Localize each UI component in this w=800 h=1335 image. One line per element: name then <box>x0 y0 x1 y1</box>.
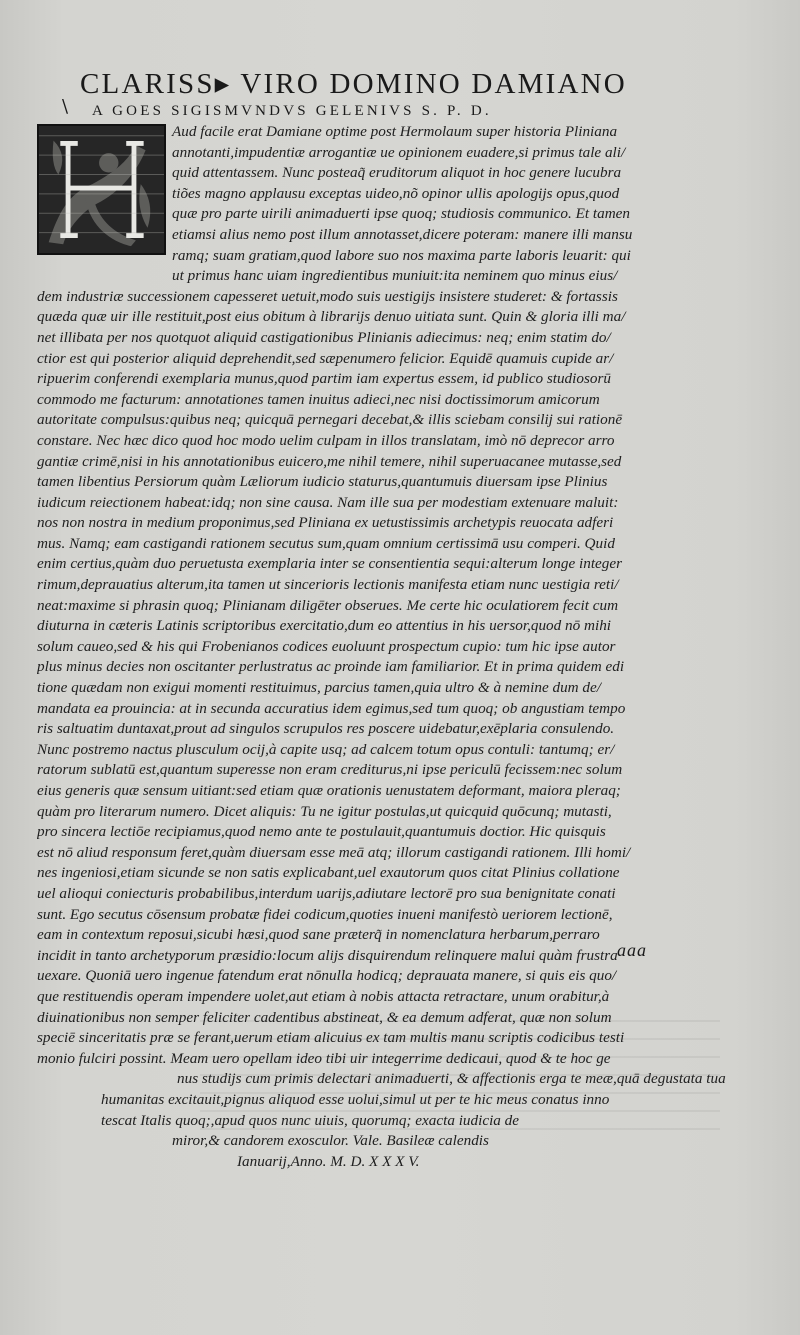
text-line: quàm pro literarum numero. Dicet aliquis: Tu ne igitur postulas,ut quicquid quōcunq; mutasti, <box>37 802 612 820</box>
text-line: Nunc postremo nactus plusculum ocij,à capite usq; ad calcem totum opus contuli: tantumq; er/ <box>37 740 615 758</box>
signature-mark: aaa <box>617 940 647 960</box>
text-line: ris saltuatim duntaxat,prout ad singulos scrupulos res poscere uidebatur,exēplaria consulendo. <box>37 720 615 738</box>
text-line: uel alioqui coniecturis probabilibus,interdum uarijs,adiutare lectorē pro sua benignitate conati <box>37 884 616 902</box>
text-line: est nō aliud responsum feret,quàm diuersam esse meā atq; illorum castigandi rationem. Illi homi/ <box>37 843 631 861</box>
text-line: que restituendis operam impendere uolet,aut etiam à nobis attacta retractare, unum orabitur,à <box>37 987 610 1005</box>
text-line: quæda quæ uir ille restituit,post eius obitum à librarijs denuo uitiata sunt. Quin & gloria illi ma/ <box>37 308 626 326</box>
closing-line: humanitas excitauit,pignus aliquod esse uolui,simul ut per te hic meus conatus inno <box>101 1090 610 1108</box>
closing-line: Ianuarij,Anno. M. D. X X X V. <box>237 1152 420 1170</box>
text-line: sunt. Ego secutus cōsensum probatæ fidei codicum,quoties inueni manifestò ueriorem lectionē, <box>37 905 613 923</box>
text-line: ramq; suam gratiam,quod labore suo nos maxima parte laboris leuarit: qui <box>172 246 631 264</box>
text-line: eam in contextum reposui,sicubi hæsi,quod sane præterq̃ in nomenclatura herbarum,perraro <box>37 926 600 944</box>
text-line: enim certius,quàm duo peruetusta exemplaria inter se consentientia sequi:alterum longe integer <box>37 555 623 573</box>
text-line: monio fulciri possint. Meam uero opellam ideo tibi uir integerrime dedicaui, quod & te hoc ge <box>37 1049 611 1067</box>
text-line: ratorum sublatū est,quantum superesse non eram crediturus,ni ipse periculū fecissem:nec solum <box>37 761 623 779</box>
closing-line: miror,& candorem exosculor. Vale. Basileæ calendis <box>172 1132 489 1150</box>
text-line: mandata ea prouincia: at in secunda accuratius idem egimus,sed tum quoq; ob angustiam tempo <box>37 699 626 717</box>
text-line: dem industriæ successionem capesseret uetuit,modo suis uestigijs insistere studeret: & fortassis <box>37 287 618 305</box>
text-line: quid attentassem. Nunc posteaq̃ eruditorum aliquot in hoc genere lucubra <box>172 164 622 182</box>
text-line: nes ingeniosi,etiam sicunde se non satis explicabant,uel exautorum quos citat Plinius collatione <box>37 864 620 882</box>
text-line: ut primus hanc uiam ingredientibus muniuit:ita neminem quo minus eius/ <box>172 267 618 285</box>
closing-line: tescat Italis quoq;,apud quos nunc uiuis, quorumq; exacta iudicia de <box>101 1111 520 1129</box>
text-line: autoritate compulsus:quibus neq; quicquā pernegari decebat,& illis sciebam consilij sui rationē <box>37 411 623 429</box>
text-line: tiões magno applausu exceptas uideo,nõ opinor ullis apologijs opus,quod <box>172 184 620 202</box>
text-line: commodo me facturum: annotationes tamen inuitus adieci,nec nisi doctissimorum amicorum <box>37 390 600 408</box>
text-line: pro sincera lectiōe recipiamus,quod nemo ante te postulauit,quantumuis doctior. Hic quisquis <box>37 823 606 841</box>
backslash-mark: \ <box>62 96 69 117</box>
text-line: Aud facile erat Damiane optime post Hermolaum super historia Pliniana <box>172 123 618 140</box>
text-line: tione quædam non exigui momenti restituimus, parcius tamen,quia ultro & à nemine dum de/ <box>37 679 601 697</box>
dedication-heading: CLARISS▸ VIRO DOMINO DAMIANO <box>80 68 627 100</box>
show-through <box>200 1020 720 1140</box>
text-line: neat:maxime si phrasin quoq; Plinianam diligēter obserues. Me certe hic oculatiorem fecit cum <box>37 596 619 614</box>
text-line: solum caueo,sed & his qui Frobenianos codices euoluunt prospectum cupio: tum hic ipse autor <box>37 637 616 655</box>
text-line: ctior est qui posterior aliquid deprehendit,sed sæpenumero felicior. Equidē quamuis cupide ar/ <box>37 349 614 367</box>
text-line: diuinationibus non semper feliciter cadentibus abstineat, & ea demum adferat, quæ non solum <box>37 1008 612 1026</box>
text-line: eius generis quæ sensum uitiant:sed etiam quæ orationis uenustatem deformant, maiora pleraq; <box>37 782 621 799</box>
text-line: rimum,deprauatius alterum,ita tamen ut sincerioris lectionis manifesta etiam nunc uestigia reti/ <box>37 576 619 594</box>
closing-line: nus studijs cum primis delectari animaduerti, & affectionis erga te meæ,quā degustata tua <box>177 1070 726 1088</box>
text-line: net illibata per nos quotquot aliquid castigationibus Plinianis adiecimus: neq; enim statim do/ <box>37 328 611 346</box>
text-line: iudicum reiectionem habeat:idq; non sine causa. Nam ille sua per modestiam extenuare maluit: <box>37 493 619 511</box>
text-line: speciē sinceritatis præ se ferant,uerum etiam alicuius ex tam multis manu scriptis codicibus testi <box>37 1029 625 1047</box>
dedication-subheading: A GOES SIGISMVNDVS GELENIVS S. P. D. <box>92 103 492 119</box>
text-line: uexare. Quoniā uero ingenue fatendum erat nōnulla hodicq; deprauata manere, si quis eis quo/ <box>37 967 617 985</box>
text-line: mus. Namq; eam castigandi rationem secutus sum,quam omnium certissimā usu comperi. Quid <box>37 534 615 552</box>
text-line: nos non nostra in medium proponimus,sed Pliniana ex uetustissimis archetypis reuocata adferi <box>37 514 614 532</box>
text-line: diuturna in cæteris Latinis scriptoribus exercitatio,dum eo attentius in his uersor,quod nō mihi <box>37 617 612 635</box>
text-line: quæ pro parte uirili animaduerti ipse quoq; studiosis communico. Et tamen <box>172 205 630 223</box>
text-line: plus minus decies non oscitanter perlustratus ac proinde iam familiarior. Et in prima quidem edi <box>37 658 625 676</box>
text-line: etiamsi alius nemo post illum annotasset,dicere poteram: manere illi mansu <box>172 225 633 243</box>
text-line: gantiæ crimē,nisi in his annotationibus euicero,me nihil temere, nihil superuacanee mutasse,sed <box>37 452 622 470</box>
text-line: constare. Nec hæc dico quod hoc modo uelim culpam in illos translatam, imò nō deprecor arro <box>37 431 615 449</box>
text-line: annotanti,impudentiæ arrogantiæ ue opinionem euadere,si primus tale ali/ <box>172 143 626 161</box>
text-line: tamen libentius Persiorum quàm Læliorum iudicio staturus,quantumuis diuersam ipse Plinius <box>37 473 608 491</box>
text-line: incidit in tanto archetyporum præsidio:locum alijs disquirendum relinquere malui quàm frustra <box>37 946 618 964</box>
letter-body <box>37 122 745 1172</box>
text-line: ripuerim conferendi exemplaria munus,quod partim iam expertus essem, id publico studiosorū <box>37 370 611 388</box>
